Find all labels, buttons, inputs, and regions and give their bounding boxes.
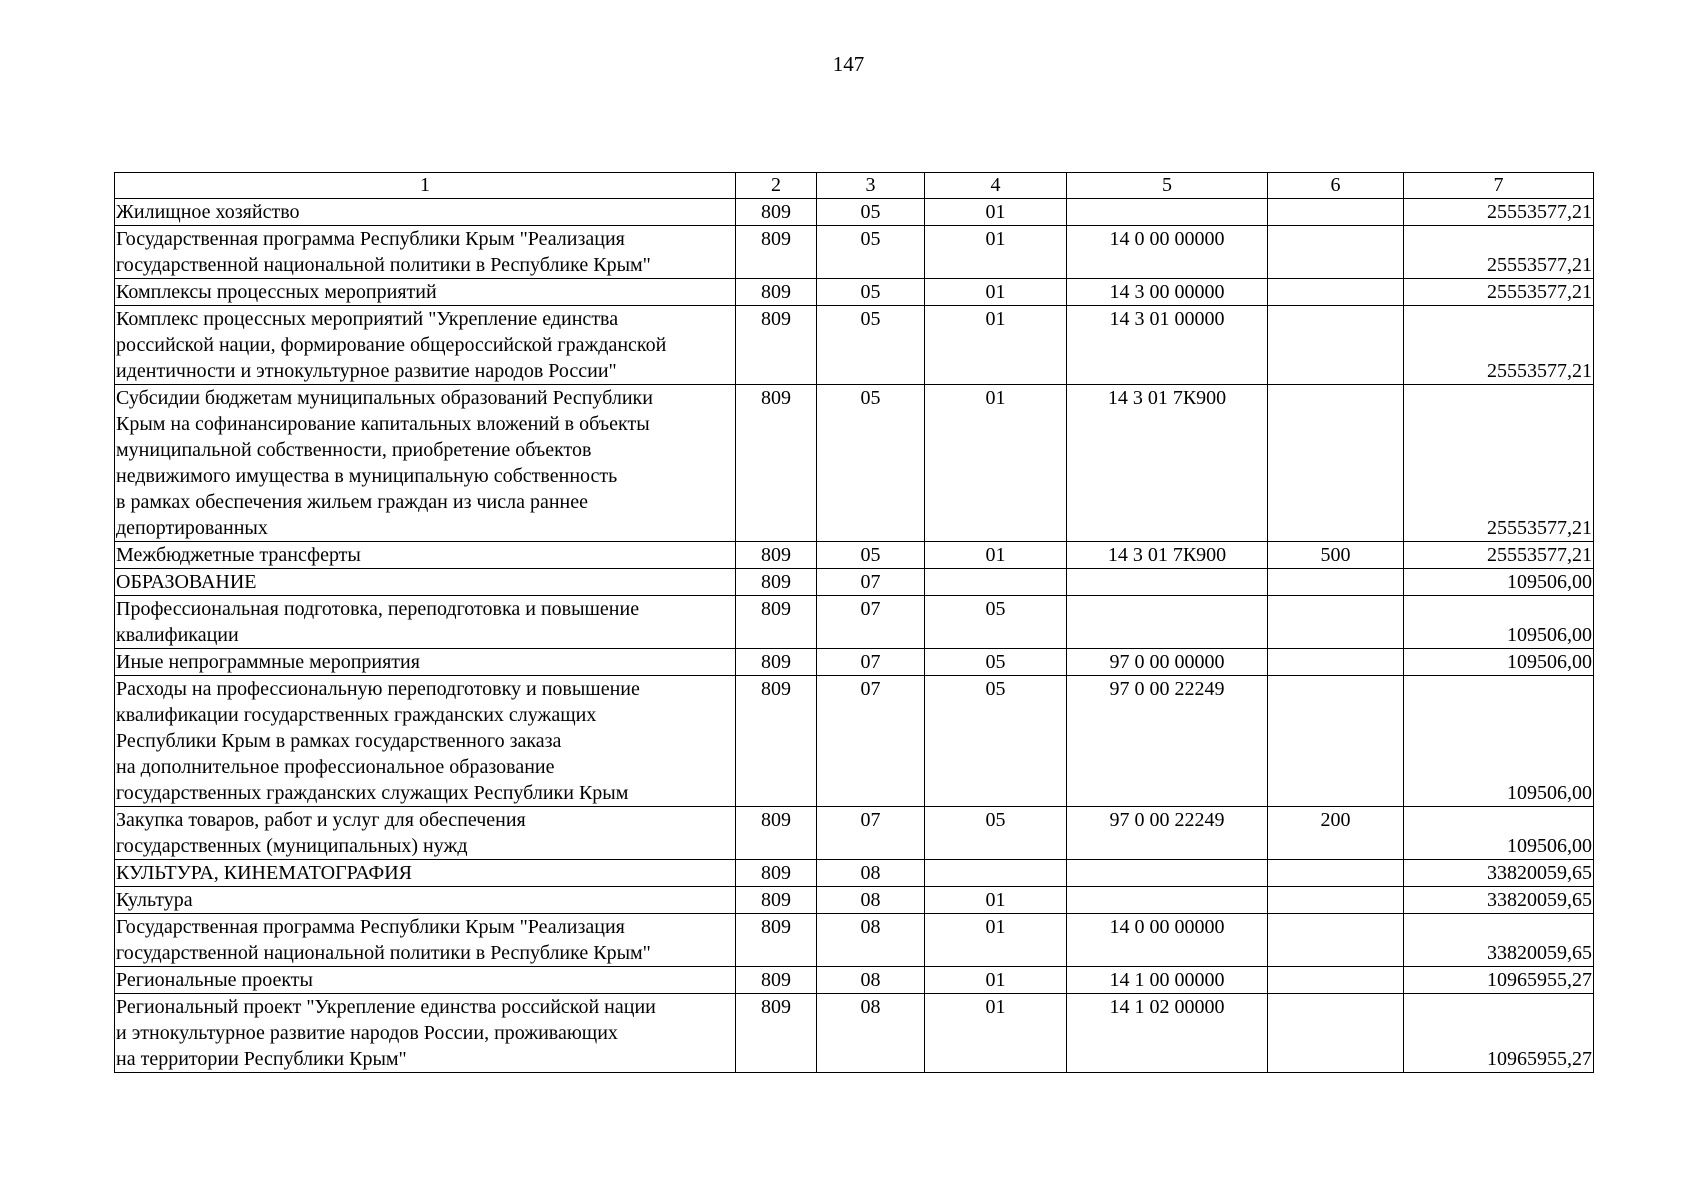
amount-cell: 25553577,21 [1404,279,1594,306]
grbs-code-cell: 809 [736,226,817,279]
amount-cell: 109506,00 [1404,676,1594,807]
section-code-cell: 07 [817,807,925,860]
subsection-code-cell: 01 [925,226,1067,279]
expense-name-line: идентичности и этнокультурное развитие народов России" [116,360,617,382]
expense-name-cell [115,199,736,226]
expense-name-cell [115,887,736,914]
section-code-cell: 07 [817,596,925,649]
target-item-code-cell [1067,860,1268,887]
expense-name-line: российской нации, формирование общероссийской гражданской [116,334,667,356]
expense-name-line: и этнокультурное развитие народов России, проживающих [116,1022,618,1044]
section-code-cell: 05 [817,306,925,385]
grbs-code-cell: 809 [736,649,817,676]
expense-name-cell [115,676,736,807]
amount-cell: 10965955,27 [1404,967,1594,994]
target-item-code-cell: 14 1 00 00000 [1067,967,1268,994]
expense-name-line: ОБРАЗОВАНИЕ [116,571,257,593]
target-item-code-cell [1067,569,1268,596]
expense-type-code-cell: 500 [1268,542,1404,569]
grbs-code-cell: 809 [736,887,817,914]
table-row [115,279,1594,306]
target-item-code-cell: 97 0 00 22249 [1067,676,1268,807]
subsection-code-cell: 05 [925,649,1067,676]
section-code-cell: 05 [817,279,925,306]
target-item-code-cell [1067,199,1268,226]
section-code-cell: 05 [817,385,925,542]
target-item-code-cell: 14 0 00 00000 [1067,914,1268,967]
expense-name-line: Региональный проект "Укрепление единства российской нации [116,996,656,1018]
expense-name-line: Региональные проекты [116,969,313,991]
section-code-cell: 05 [817,542,925,569]
grbs-code-cell: 809 [736,860,817,887]
amount-cell: 109506,00 [1404,649,1594,676]
grbs-code-cell: 809 [736,994,817,1073]
amount-cell: 25553577,21 [1404,385,1594,542]
expense-type-code-cell [1268,569,1404,596]
expense-name-line: Комплексы процессных мероприятий [116,281,437,303]
expense-name-line: в рамках обеспечения жильем граждан из числа раннее [116,491,589,513]
subsection-code-cell [925,860,1067,887]
header-cell: 3 [817,173,925,199]
expense-name-cell [115,967,736,994]
grbs-code-cell: 809 [736,306,817,385]
grbs-code-cell: 809 [736,199,817,226]
expense-name-cell [115,306,736,385]
section-code-cell: 08 [817,994,925,1073]
table-header-row [115,173,1594,199]
expense-type-code-cell [1268,226,1404,279]
target-item-code-cell: 97 0 00 00000 [1067,649,1268,676]
target-item-code-cell [1067,887,1268,914]
expense-type-code-cell [1268,279,1404,306]
expense-type-code-cell [1268,385,1404,542]
subsection-code-cell [925,569,1067,596]
expense-name-cell [115,994,736,1073]
table-row [115,649,1594,676]
header-cell: 5 [1067,173,1268,199]
expense-type-code-cell [1268,967,1404,994]
expense-name-line: Государственная программа Республики Крым "Реализация [116,228,625,250]
expense-name-line: на территории Республики Крым" [116,1048,407,1070]
target-item-code-cell: 14 0 00 00000 [1067,226,1268,279]
table-row [115,569,1594,596]
table-row [115,596,1594,649]
expense-name-line: муниципальной собственности, приобретение объектов [116,439,592,461]
section-code-cell: 07 [817,676,925,807]
header-cell: 1 [115,173,736,199]
amount-cell: 25553577,21 [1404,306,1594,385]
expense-name-line: депортированных [116,517,268,539]
expense-type-code-cell [1268,994,1404,1073]
subsection-code-cell: 05 [925,807,1067,860]
table-body [115,199,1594,1073]
expense-name-cell [115,914,736,967]
grbs-code-cell: 809 [736,807,817,860]
expense-name-cell [115,542,736,569]
expense-name-cell [115,649,736,676]
expense-type-code-cell [1268,649,1404,676]
section-code-cell: 07 [817,569,925,596]
amount-cell: 33820059,65 [1404,914,1594,967]
expense-type-code-cell [1268,306,1404,385]
expense-type-code-cell [1268,860,1404,887]
grbs-code-cell: 809 [736,542,817,569]
amount-cell: 10965955,27 [1404,994,1594,1073]
page-number: 147 [832,52,865,76]
expense-type-code-cell [1268,914,1404,967]
expense-name-line: Комплекс процессных мероприятий "Укрепление единства [116,308,619,330]
expense-name-cell [115,807,736,860]
table-row [115,199,1594,226]
expense-name-line: Профессиональная подготовка, переподготовка и повышение [116,598,640,620]
target-item-code-cell: 14 3 01 00000 [1067,306,1268,385]
target-item-code-cell: 14 3 01 7К900 [1067,385,1268,542]
grbs-code-cell: 809 [736,569,817,596]
expense-type-code-cell: 200 [1268,807,1404,860]
subsection-code-cell: 01 [925,542,1067,569]
budget-table [114,172,1594,1073]
table-row [115,860,1594,887]
expense-name-line: на дополнительное профессиональное образование [116,756,555,778]
expense-name-line: КУЛЬТУРА, КИНЕМАТОГРАФИЯ [116,862,412,884]
target-item-code-cell [1067,596,1268,649]
amount-cell: 25553577,21 [1404,199,1594,226]
subsection-code-cell: 01 [925,199,1067,226]
header-cell: 4 [925,173,1067,199]
expense-type-code-cell [1268,596,1404,649]
target-item-code-cell: 97 0 00 22249 [1067,807,1268,860]
expense-name-line: квалификации государственных гражданских служащих [116,704,597,726]
amount-cell: 109506,00 [1404,807,1594,860]
amount-cell: 109506,00 [1404,569,1594,596]
table-row [115,306,1594,385]
table-row [115,542,1594,569]
grbs-code-cell: 809 [736,914,817,967]
subsection-code-cell: 01 [925,887,1067,914]
grbs-code-cell: 809 [736,279,817,306]
expense-name-cell [115,596,736,649]
amount-cell: 25553577,21 [1404,226,1594,279]
expense-name-cell [115,226,736,279]
subsection-code-cell: 01 [925,914,1067,967]
expense-name-cell [115,385,736,542]
target-item-code-cell: 14 3 01 7К900 [1067,542,1268,569]
subsection-code-cell: 01 [925,279,1067,306]
table-row [115,967,1594,994]
table-row [115,807,1594,860]
expense-name-line: Культура [116,889,193,911]
subsection-code-cell: 05 [925,596,1067,649]
grbs-code-cell: 809 [736,385,817,542]
expense-name-line: Республики Крым в рамках государственного заказа [116,730,562,752]
target-item-code-cell: 14 1 02 00000 [1067,994,1268,1073]
section-code-cell: 05 [817,226,925,279]
section-code-cell: 08 [817,914,925,967]
section-code-cell: 07 [817,649,925,676]
table-row [115,914,1594,967]
subsection-code-cell: 01 [925,385,1067,542]
section-code-cell: 08 [817,860,925,887]
grbs-code-cell: 809 [736,596,817,649]
target-item-code-cell: 14 3 00 00000 [1067,279,1268,306]
table-row [115,994,1594,1073]
expense-name-line: Расходы на профессиональную переподготовку и повышение [116,678,640,700]
header-cell: 6 [1268,173,1404,199]
expense-name-cell [115,569,736,596]
grbs-code-cell: 809 [736,967,817,994]
expense-name-line: Субсидии бюджетам муниципальных образований Республики [116,387,653,409]
subsection-code-cell: 01 [925,306,1067,385]
header-cell: 2 [736,173,817,199]
expense-name-cell [115,860,736,887]
expense-name-line: государственной национальной политики в Республике Крым" [116,254,651,276]
table-row [115,887,1594,914]
expense-name-cell [115,279,736,306]
amount-cell: 109506,00 [1404,596,1594,649]
table-row [115,676,1594,807]
expense-name-line: Жилищное хозяйство [116,201,300,223]
expense-name-line: квалификации [116,624,239,646]
section-code-cell: 05 [817,199,925,226]
expense-type-code-cell [1268,887,1404,914]
expense-name-line: недвижимого имущества в муниципальную собственность [116,465,618,487]
expense-name-line: государственных гражданских служащих Республики Крым [116,782,629,804]
table-row [115,385,1594,542]
amount-cell: 33820059,65 [1404,860,1594,887]
grbs-code-cell: 809 [736,676,817,807]
subsection-code-cell: 05 [925,676,1067,807]
expense-name-line: Иные непрограммные мероприятия [116,651,420,673]
expense-name-line: государственных (муниципальных) нужд [116,835,468,857]
expense-name-line: Государственная программа Республики Крым "Реализация [116,916,625,938]
expense-type-code-cell [1268,199,1404,226]
amount-cell: 33820059,65 [1404,887,1594,914]
expense-name-line: Межбюджетные трансферты [116,544,361,566]
header-cell: 7 [1404,173,1594,199]
expense-name-line: Крым на софинансирование капитальных вложений в объекты [116,413,650,435]
subsection-code-cell: 01 [925,994,1067,1073]
amount-cell: 25553577,21 [1404,542,1594,569]
section-code-cell: 08 [817,967,925,994]
expense-name-line: Закупка товаров, работ и услуг для обеспечения [116,809,526,831]
subsection-code-cell: 01 [925,967,1067,994]
table-row [115,226,1594,279]
expense-type-code-cell [1268,676,1404,807]
section-code-cell: 08 [817,887,925,914]
expense-name-line: государственной национальной политики в Республике Крым" [116,942,651,964]
